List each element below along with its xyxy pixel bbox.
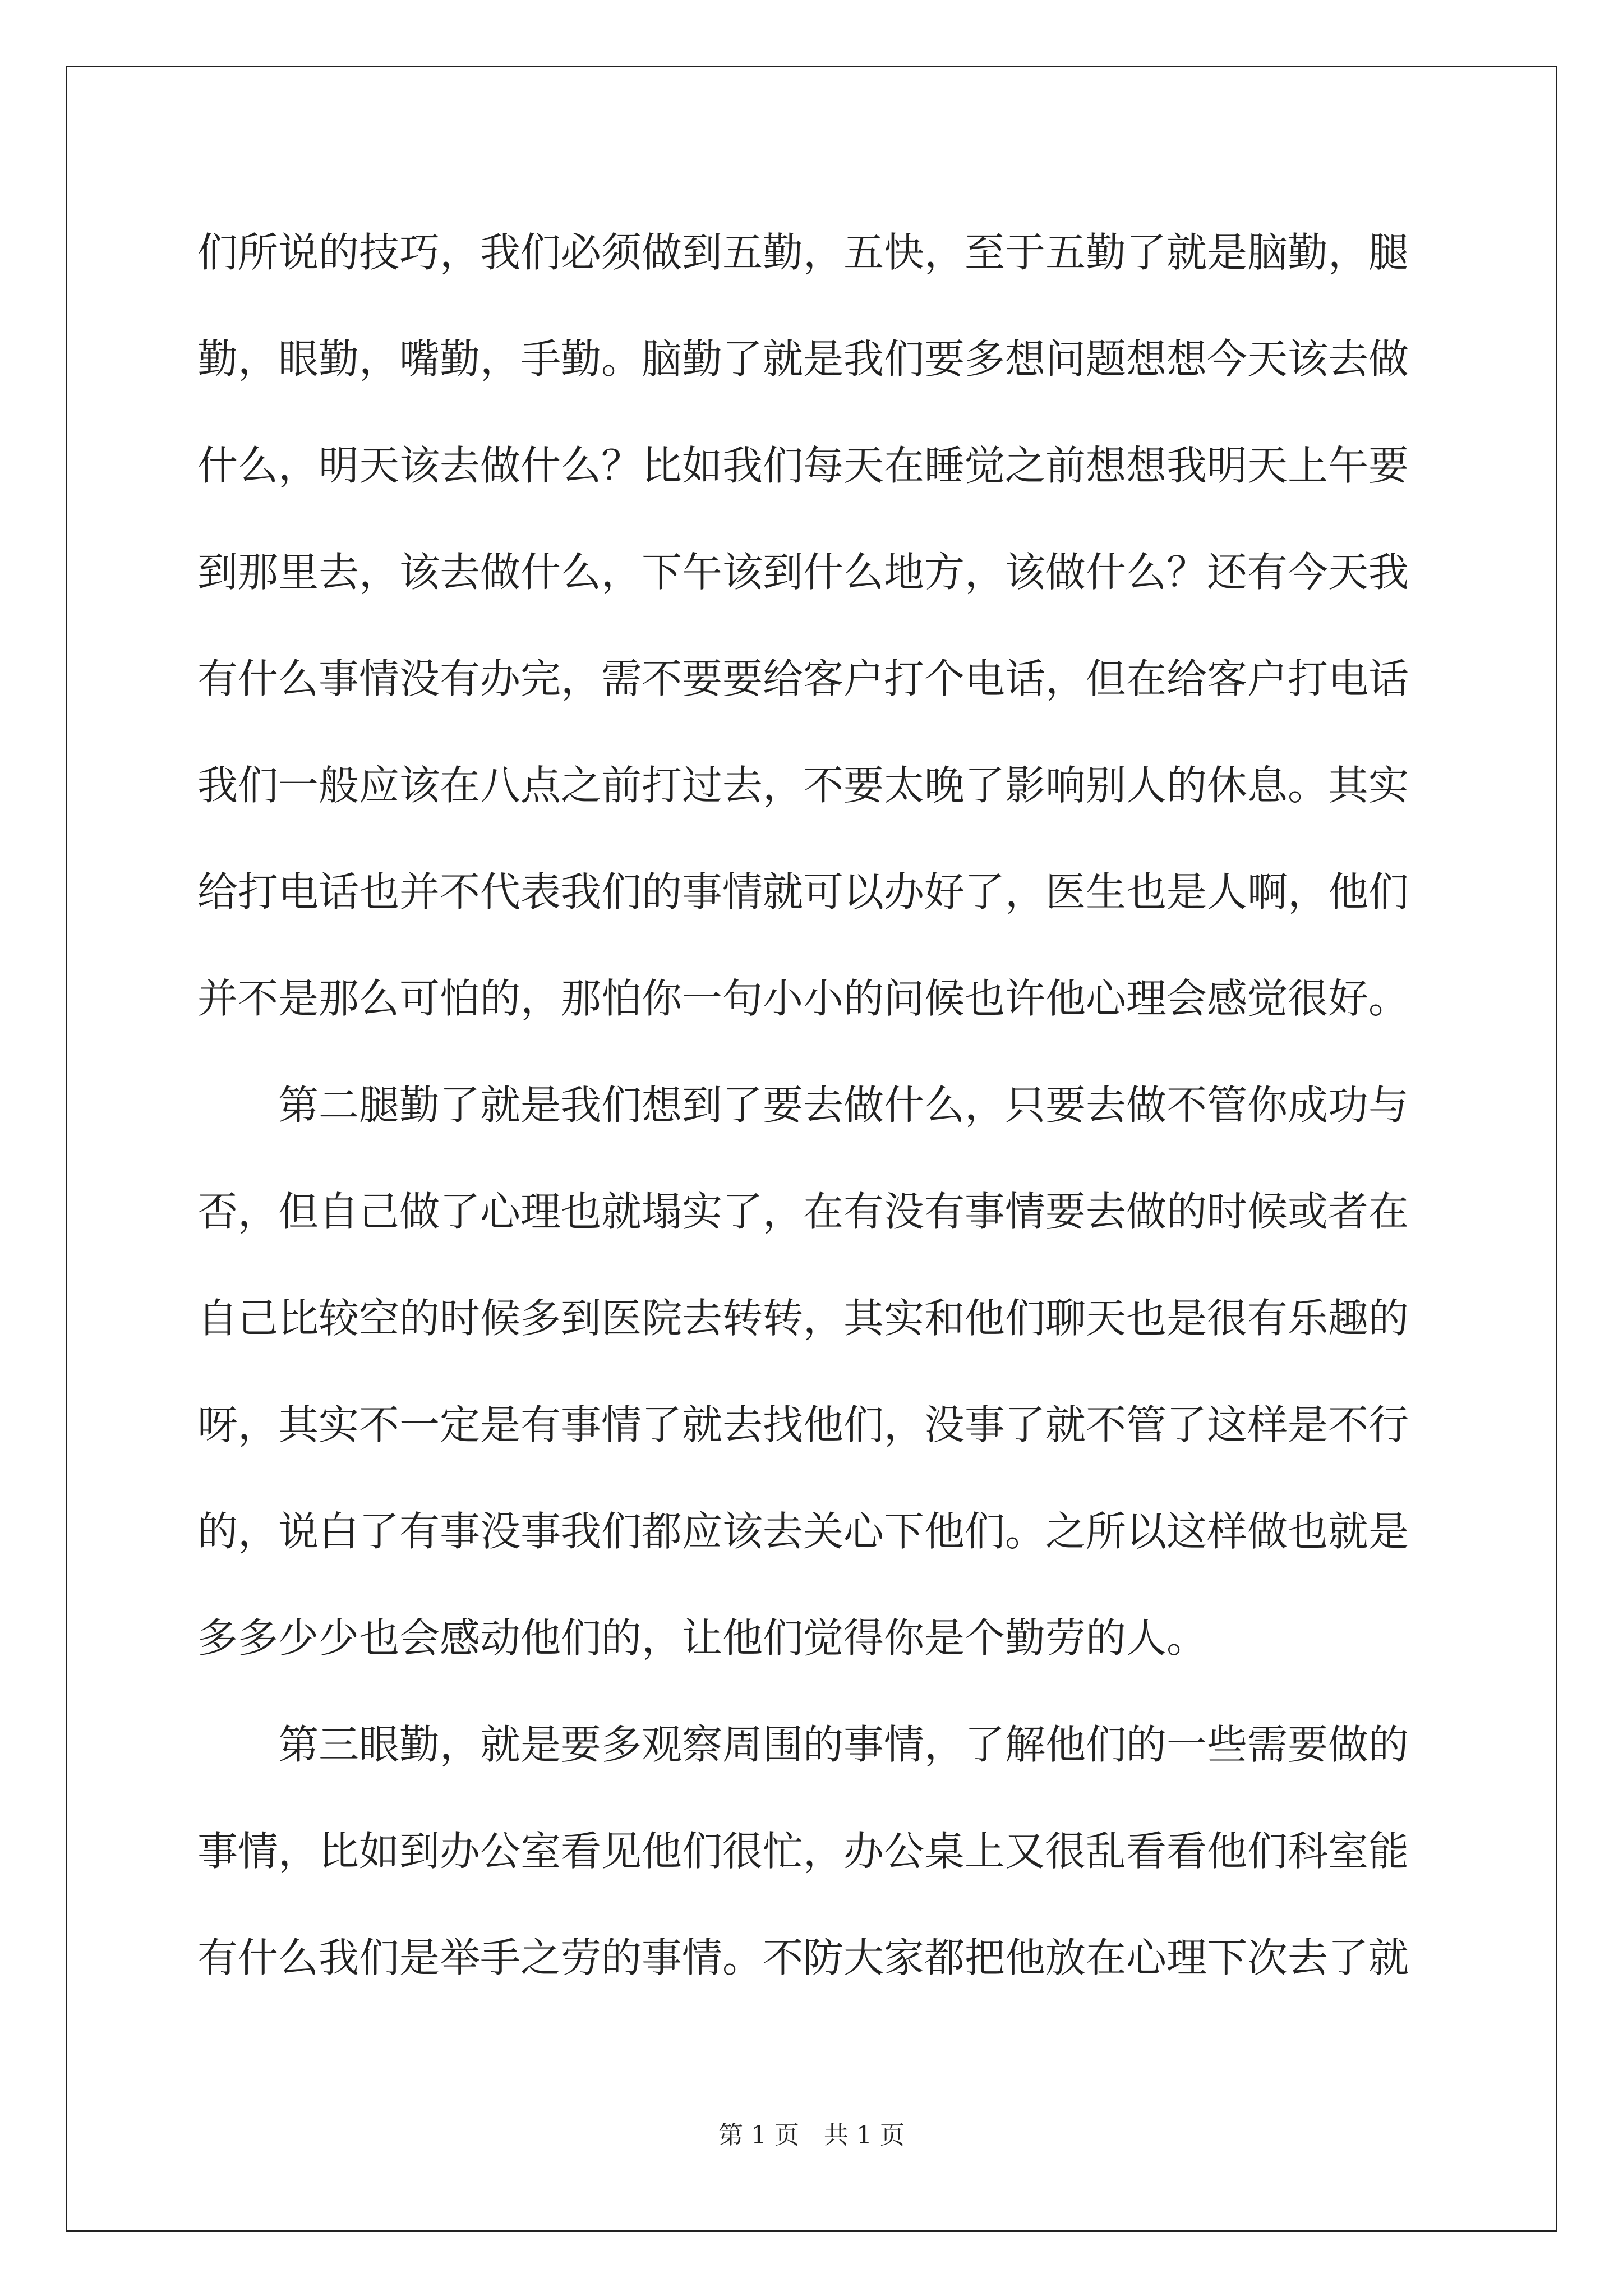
text-line: 什么，明天该去做什么？比如我们每天在睡觉之前想想我明天上午要 [197, 442, 1409, 489]
text-line: 有什么事情没有办完，需不要要给客户打个电话，但在给客户打电话 [197, 655, 1409, 702]
text-line: 自己比较空的时候多到医院去转转，其实和他们聊天也是很有乐趣的 [197, 1295, 1409, 1342]
text-line: 有什么我们是举手之劳的事情。不防大家都把他放在心理下次去了就 [197, 1934, 1409, 1981]
text-line: 事情，比如到办公室看见他们很忙，办公桌上又很乱看看他们科室能 [197, 1828, 1409, 1875]
text-line: 勤，眼勤，嘴勤，手勤。脑勤了就是我们要多想问题想想今天该去做 [197, 335, 1409, 383]
text-line: 们所说的技巧，我们必须做到五勤，五快，至于五勤了就是脑勤，腿 [197, 229, 1409, 276]
text-line: 的，说白了有事没事我们都应该去关心下他们。之所以这样做也就是 [197, 1508, 1409, 1555]
text-line: 并不是那么可怕的，那怕你一句小小的问候也许他心理会感觉很好。 [197, 975, 1409, 1022]
text-line: 否，但自己做了心理也就塌实了，在有没有事情要去做的时候或者在 [197, 1188, 1409, 1235]
document-body [197, 208, 1431, 2019]
page-number-footer: 第 1 页 共 1 页 [718, 2121, 905, 2150]
paragraph-start-line: 第三眼勤，就是要多观察周围的事情，了解他们的一些需要做的 [278, 1721, 1409, 1768]
text-line: 我们一般应该在八点之前打过去，不要太晚了影响别人的休息。其实 [197, 762, 1409, 809]
text-line: 呀，其实不一定是有事情了就去找他们，没事了就不管了这样是不行 [197, 1401, 1409, 1448]
text-line: 多多少少也会感动他们的，让他们觉得你是个勤劳的人。 [197, 1614, 1207, 1662]
text-line: 给打电话也并不代表我们的事情就可以办好了，医生也是人啊，他们 [197, 868, 1409, 915]
text-line: 到那里去，该去做什么，下午该到什么地方，该做什么？还有今天我 [197, 549, 1409, 596]
paragraph-start-line: 第二腿勤了就是我们想到了要去做什么，只要去做不管你成功与 [278, 1082, 1409, 1129]
